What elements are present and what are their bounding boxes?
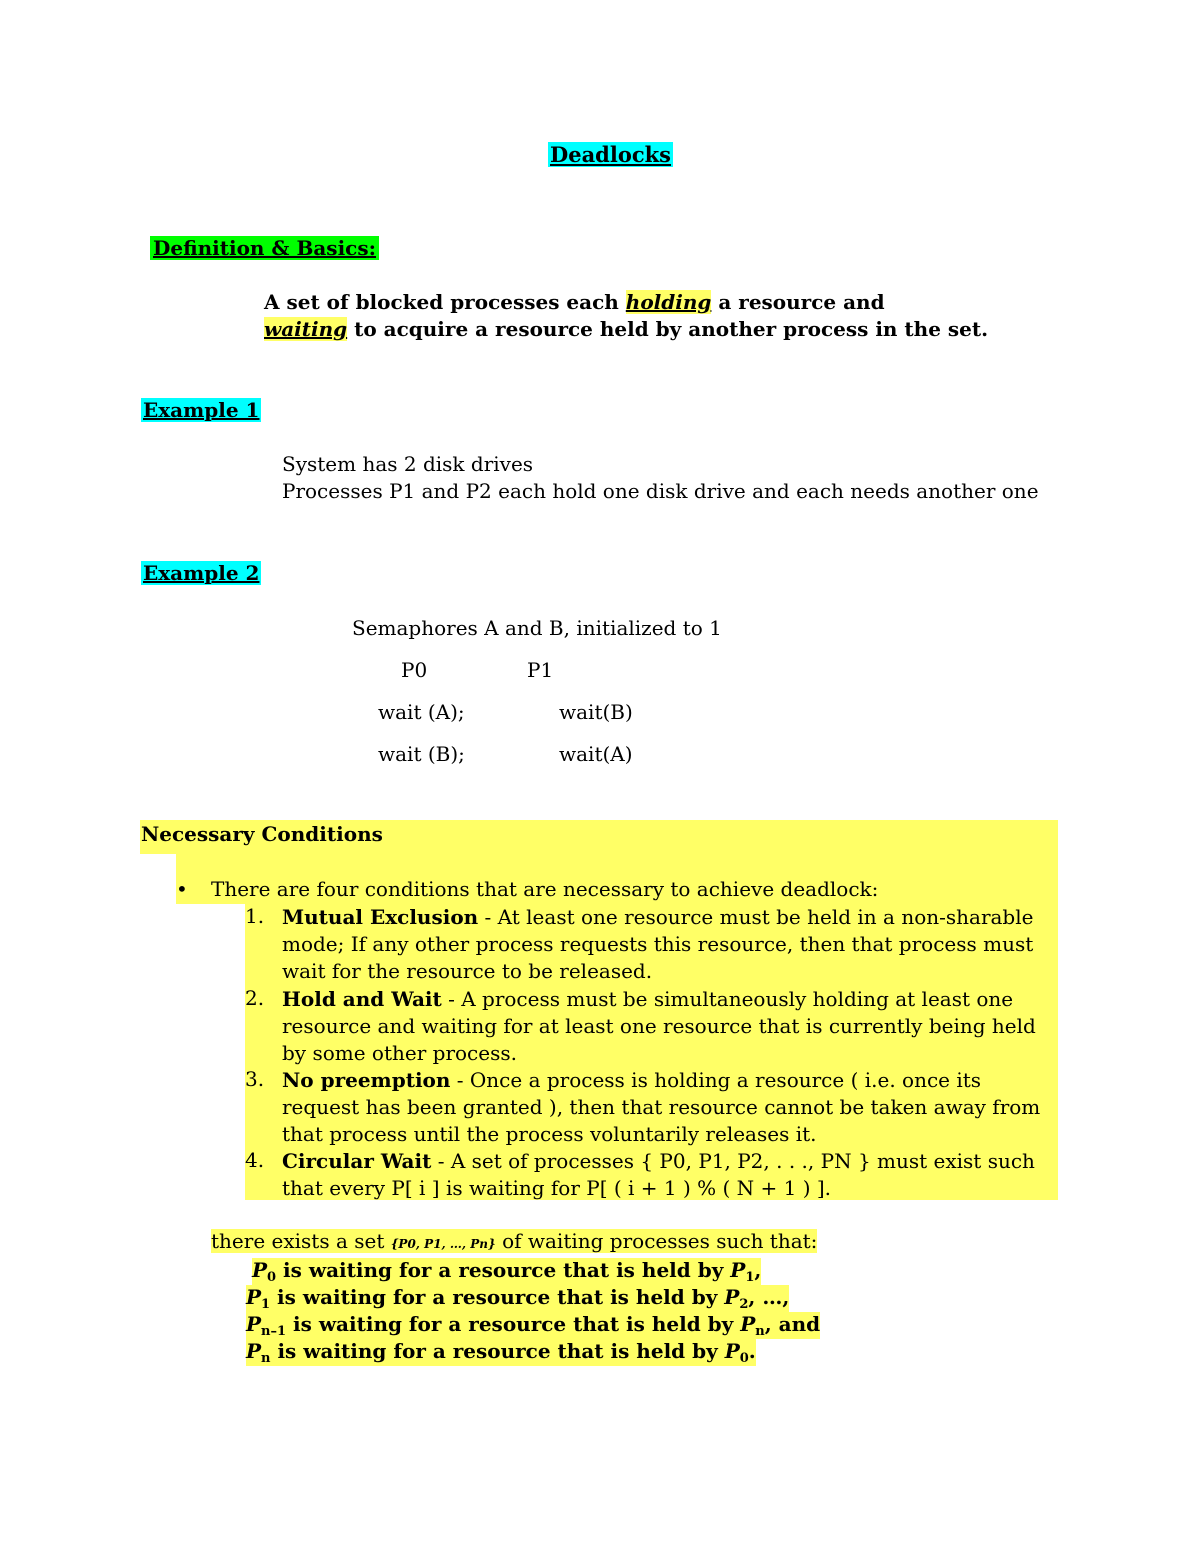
example-1-line: System has 2 disk drives xyxy=(282,452,534,476)
code-cell: wait(A) xyxy=(559,742,633,766)
condition-title: Mutual Exclusion xyxy=(282,905,479,929)
subscript: 2 xyxy=(739,1297,749,1312)
process-symbol: P xyxy=(246,1285,262,1309)
subscript: 0 xyxy=(739,1351,749,1366)
condition-text: - A set of processes { P0, P1, P2, . . ., PN } must exist such that every P[ i ] is waiting for P[ ( i + 1 ) % ( N + 1 ) ]. xyxy=(282,1149,1035,1200)
condition-item xyxy=(282,1067,1060,1148)
process-symbol: P xyxy=(724,1285,740,1309)
condition-number: 1. xyxy=(245,904,265,928)
condition-number: 4. xyxy=(245,1148,265,1172)
definition-text: to acquire a resource held by another process in the set. xyxy=(347,317,989,341)
keyword-waiting: waiting xyxy=(264,317,348,341)
conditions-intro: There are four conditions that are necessary to achieve deadlock: xyxy=(211,877,879,901)
process-symbol: P xyxy=(730,1258,746,1282)
process-symbol: P xyxy=(246,1312,262,1336)
formal-line xyxy=(252,1258,761,1285)
code-cell: wait (B); xyxy=(378,742,465,766)
condition-item xyxy=(282,986,1060,1067)
formal-line xyxy=(246,1339,756,1366)
definition-text: A set of blocked processes each xyxy=(264,290,626,314)
subscript: n xyxy=(261,1351,271,1366)
code-cell: wait(B) xyxy=(559,700,633,724)
formal-intro xyxy=(211,1229,817,1253)
condition-item xyxy=(282,1148,1060,1202)
process-symbol: P xyxy=(740,1312,756,1336)
formal-text: , xyxy=(754,1258,762,1282)
process-symbol: P xyxy=(252,1258,268,1282)
condition-title: No preemption xyxy=(282,1068,451,1092)
subscript: 0 xyxy=(267,1270,277,1285)
formal-line xyxy=(246,1285,789,1312)
formal-text: is waiting for a resource that is held by xyxy=(276,1258,731,1282)
subscript: n xyxy=(755,1324,765,1339)
condition-text: - Once a process is holding a resource ( i.e. once its request has been granted ), then that resource cannot be taken away from that process until the process voluntarily releases it. xyxy=(282,1068,1041,1146)
formal-intro-text: of waiting processes such that: xyxy=(495,1229,818,1253)
necessary-conditions-heading: Necessary Conditions xyxy=(141,822,383,846)
example-2-heading: Example 2 xyxy=(143,561,260,585)
formal-text: is waiting for a resource that is held by xyxy=(270,1339,725,1363)
formal-text: , and xyxy=(764,1312,821,1336)
example-2-intro: Semaphores A and B, initialized to 1 xyxy=(352,616,722,640)
formal-text: is waiting for a resource that is held by xyxy=(270,1285,725,1309)
process-symbol: P xyxy=(724,1339,740,1363)
process-p0-header: P0 xyxy=(401,658,428,682)
condition-title: Hold and Wait xyxy=(282,987,442,1011)
definition-text: a resource and xyxy=(711,290,885,314)
condition-number: 2. xyxy=(245,986,265,1010)
code-cell: wait (A); xyxy=(378,700,465,724)
formal-line xyxy=(246,1312,820,1339)
condition-title: Circular Wait xyxy=(282,1149,432,1173)
condition-text: - A process must be simultaneously holding at least one resource and waiting for at least one resource that is currently being held by some other process. xyxy=(282,987,1036,1065)
subscript: 1 xyxy=(745,1270,755,1285)
formal-text: , …, xyxy=(748,1285,790,1309)
condition-text: - At least one resource must be held in a non-sharable mode; If any other process requests this resource, then that process must wait for the resource to be released. xyxy=(282,905,1034,983)
condition-number: 3. xyxy=(245,1067,265,1091)
subscript: n–1 xyxy=(261,1324,287,1339)
example-1-heading: Example 1 xyxy=(143,398,260,422)
formal-intro-text: there exists a set xyxy=(211,1229,391,1253)
process-set: {P0, P1, …, Pn} xyxy=(390,1237,496,1251)
formal-text: . xyxy=(748,1339,756,1363)
definition-heading: Definition & Basics: xyxy=(150,236,379,260)
condition-item xyxy=(282,904,1060,985)
bullet-icon: • xyxy=(176,877,188,901)
formal-text: is waiting for a resource that is held by xyxy=(286,1312,741,1336)
page-title: Deadlocks xyxy=(550,142,672,167)
example-1-line: Processes P1 and P2 each hold one disk drive and each needs another one xyxy=(282,479,1039,503)
definition-line-2 xyxy=(264,317,988,341)
subscript: 1 xyxy=(261,1297,271,1312)
process-symbol: P xyxy=(246,1339,262,1363)
definition-line-1 xyxy=(264,290,885,314)
keyword-holding: holding xyxy=(625,290,712,314)
process-p1-header: P1 xyxy=(527,658,554,682)
